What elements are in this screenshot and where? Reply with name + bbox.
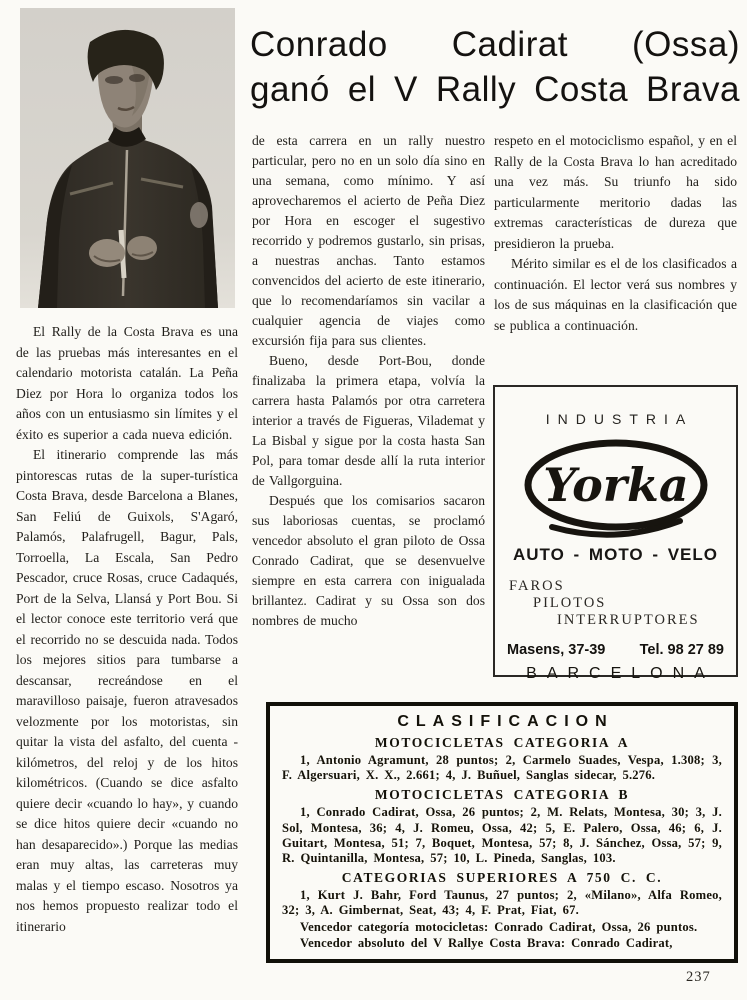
page-number: 237 xyxy=(686,969,711,985)
yorka-advertisement xyxy=(493,385,738,682)
classification-section-heading: CATEGORIAS SUPERIORES A 750 C. C. xyxy=(341,870,663,886)
ad-contact-line xyxy=(507,642,724,658)
body-paragraph: de esta carrera en un rally nuestro particular, pero no en un solo día sino en una semana, como mínimo. Y así aprovecharemos el acierto de Peña Diez por Hora en escoger el sugestivo recorrido y podremos gustarlo, sin prisas, a nuestras anchas. Tanto estamos convencidos del acierto de este itinerario, que lo recomendaríamos sin vacilar a cualquier agencia de viajes como excursión fija para sus clientes. xyxy=(252,133,485,348)
ad-product: FAROS xyxy=(509,578,565,594)
body-paragraph: respeto en el motociclismo español, y en el Rally de la Costa Brava lo han acreditado una vez más. Su triunfo ha sido particularmente meritorio dadas las extremas características de dureza que presidieron la prueba. xyxy=(494,133,737,251)
column-right xyxy=(494,131,737,336)
classification-section-results: 1, Conrado Cadirat, Ossa, 26 puntos; 2, M. Relats, Montesa, 30; 3, J. Sol, Montesa, 36; 4, J. Romeu, Ossa, 42; 5, E. Palero, Ossa, 46; 6, J. Guitart, Montesa, 51; 7, Boquet, Montesa, 57; 8, J. Sánchez, Ossa, 57; 9, R. Quintanilla, Montesa, 57; 10, L. Pineda, Sanglas, 103. xyxy=(282,805,722,866)
article-title-line1: Conrado Cadirat (Ossa) xyxy=(250,25,740,64)
ad-city: BARCELONA xyxy=(526,665,715,682)
column-left xyxy=(16,322,238,937)
classification-title: CLASIFICACION xyxy=(397,713,614,730)
ad-address: Masens, 37-39 xyxy=(507,642,606,658)
body-paragraph: Bueno, desde Port-Bou, donde finalizaba la primera etapa, volvía la carrera hasta Palamós por otra carretera interior a través de Figueras, Vilademat y La Bisbal y sigue por la costa hasta San Pol, para tomar desde allí la ruta interior de Vallgorguina. xyxy=(252,353,485,488)
classification-section-heading: MOTOCICLETAS CATEGORIA A xyxy=(374,735,630,750)
rider-photo-illustration xyxy=(20,8,235,308)
classification-section xyxy=(282,735,722,783)
classification-section xyxy=(282,787,722,866)
ad-tagline: AUTO - MOTO - VELO xyxy=(512,545,719,564)
ad-product-list xyxy=(509,578,736,629)
body-paragraph: Mérito similar es el de los clasificados a continuación. El lector verá sus nombres y los de sus máquinas en la clasificación que se publica a continuación. xyxy=(494,256,737,333)
ad-product: PILOTOS xyxy=(533,595,607,611)
classification-section xyxy=(282,870,722,918)
classification-winner-line: Vencedor absoluto del V Rallye Costa Brava: Conrado Cadirat, xyxy=(300,935,673,950)
body-paragraph: El Rally de la Costa Brava es una de las pruebas más interesantes en el calendario motorista catalán. La Peña Diez por Hora lo organiza todos los años con un entusiasmo sin límites y el éxito es superior a cada nueva edición. xyxy=(16,324,238,442)
classification-winner-line: Vencedor categoría motocicletas: Conrado Cadirat, Ossa, 26 puntos. xyxy=(300,919,698,934)
classification-section-results: 1, Kurt J. Bahr, Ford Taunus, 27 puntos; 2, «Milano», Alfa Romeo, 32; 3, A. Gimbernat, Seat, 43; 4, F. Prat, Fiat, 67. xyxy=(282,888,722,918)
body-paragraph: El itinerario comprende las más pintorescas rutas de la super-turística Costa Brava, desde Barcelona a Blanes, San Feliú de Guixols, S'Agaró, Palamós, Palafrugell, Bagur, Pals, Torroella, La Escala, San Pedro Pescador, cruce Rosas, cruce Cadaqués, Port de la Selva, Llansá y Port Bou. Si el lector conoce este territorio verá que el recorrido no se descuida nada. Todos los mejores sitios para tumbarse a descansar, recreándose en el maravilloso paisaje, fueron atravesados velozmente por los motoristas, sin quitar la vista del asfalto, del cuenta - kilómetros, del reloj y de los hitos kilométricos. (Cuando se dice asfalto quiere decir «cuando lo hay», y cuando se dice hitos quiere decir «cuando no han desaparecido».) Porque las medias eran muy altas, las carreteras muy malas y el tiempo escaso. Nosotros ya nos hemos propuesto realizar todo el itinerario xyxy=(16,447,238,934)
classification-box xyxy=(266,702,738,963)
classification-sections xyxy=(282,735,722,919)
body-paragraph: Después que los comisarios sacaron sus laboriosas cuentas, se proclamó vencedor absoluto el gran piloto de Ossa Conrado Cadirat, que se desenvuelve siempre en esta carrera con inigualada brillantez. Cadirat y su Ossa son dos nombres de mucho xyxy=(252,493,485,628)
classification-section-heading: MOTOCICLETAS CATEGORIA B xyxy=(374,787,630,803)
yorka-logo-text: Yorka xyxy=(542,458,689,512)
column-middle xyxy=(252,131,485,631)
classification-winners xyxy=(282,920,722,951)
article-title xyxy=(250,22,740,112)
rider-photo xyxy=(20,8,235,308)
ad-kicker: INDUSTRIA xyxy=(545,411,694,427)
article-title-line2: ganó el V Rally Costa Brava xyxy=(250,70,740,109)
yorka-logo xyxy=(518,435,714,543)
ad-phone: Tel. 98 27 89 xyxy=(639,642,724,658)
ad-product: INTERRUPTORES xyxy=(557,612,700,628)
classification-section-results: 1, Antonio Agramunt, 28 puntos; 2, Carmelo Suades, Vespa, 1.308; 3, F. Algersuari, X. X., 2.661; 4, J. Buñuel, Sanglas sidecar, 5.276. xyxy=(282,753,722,783)
